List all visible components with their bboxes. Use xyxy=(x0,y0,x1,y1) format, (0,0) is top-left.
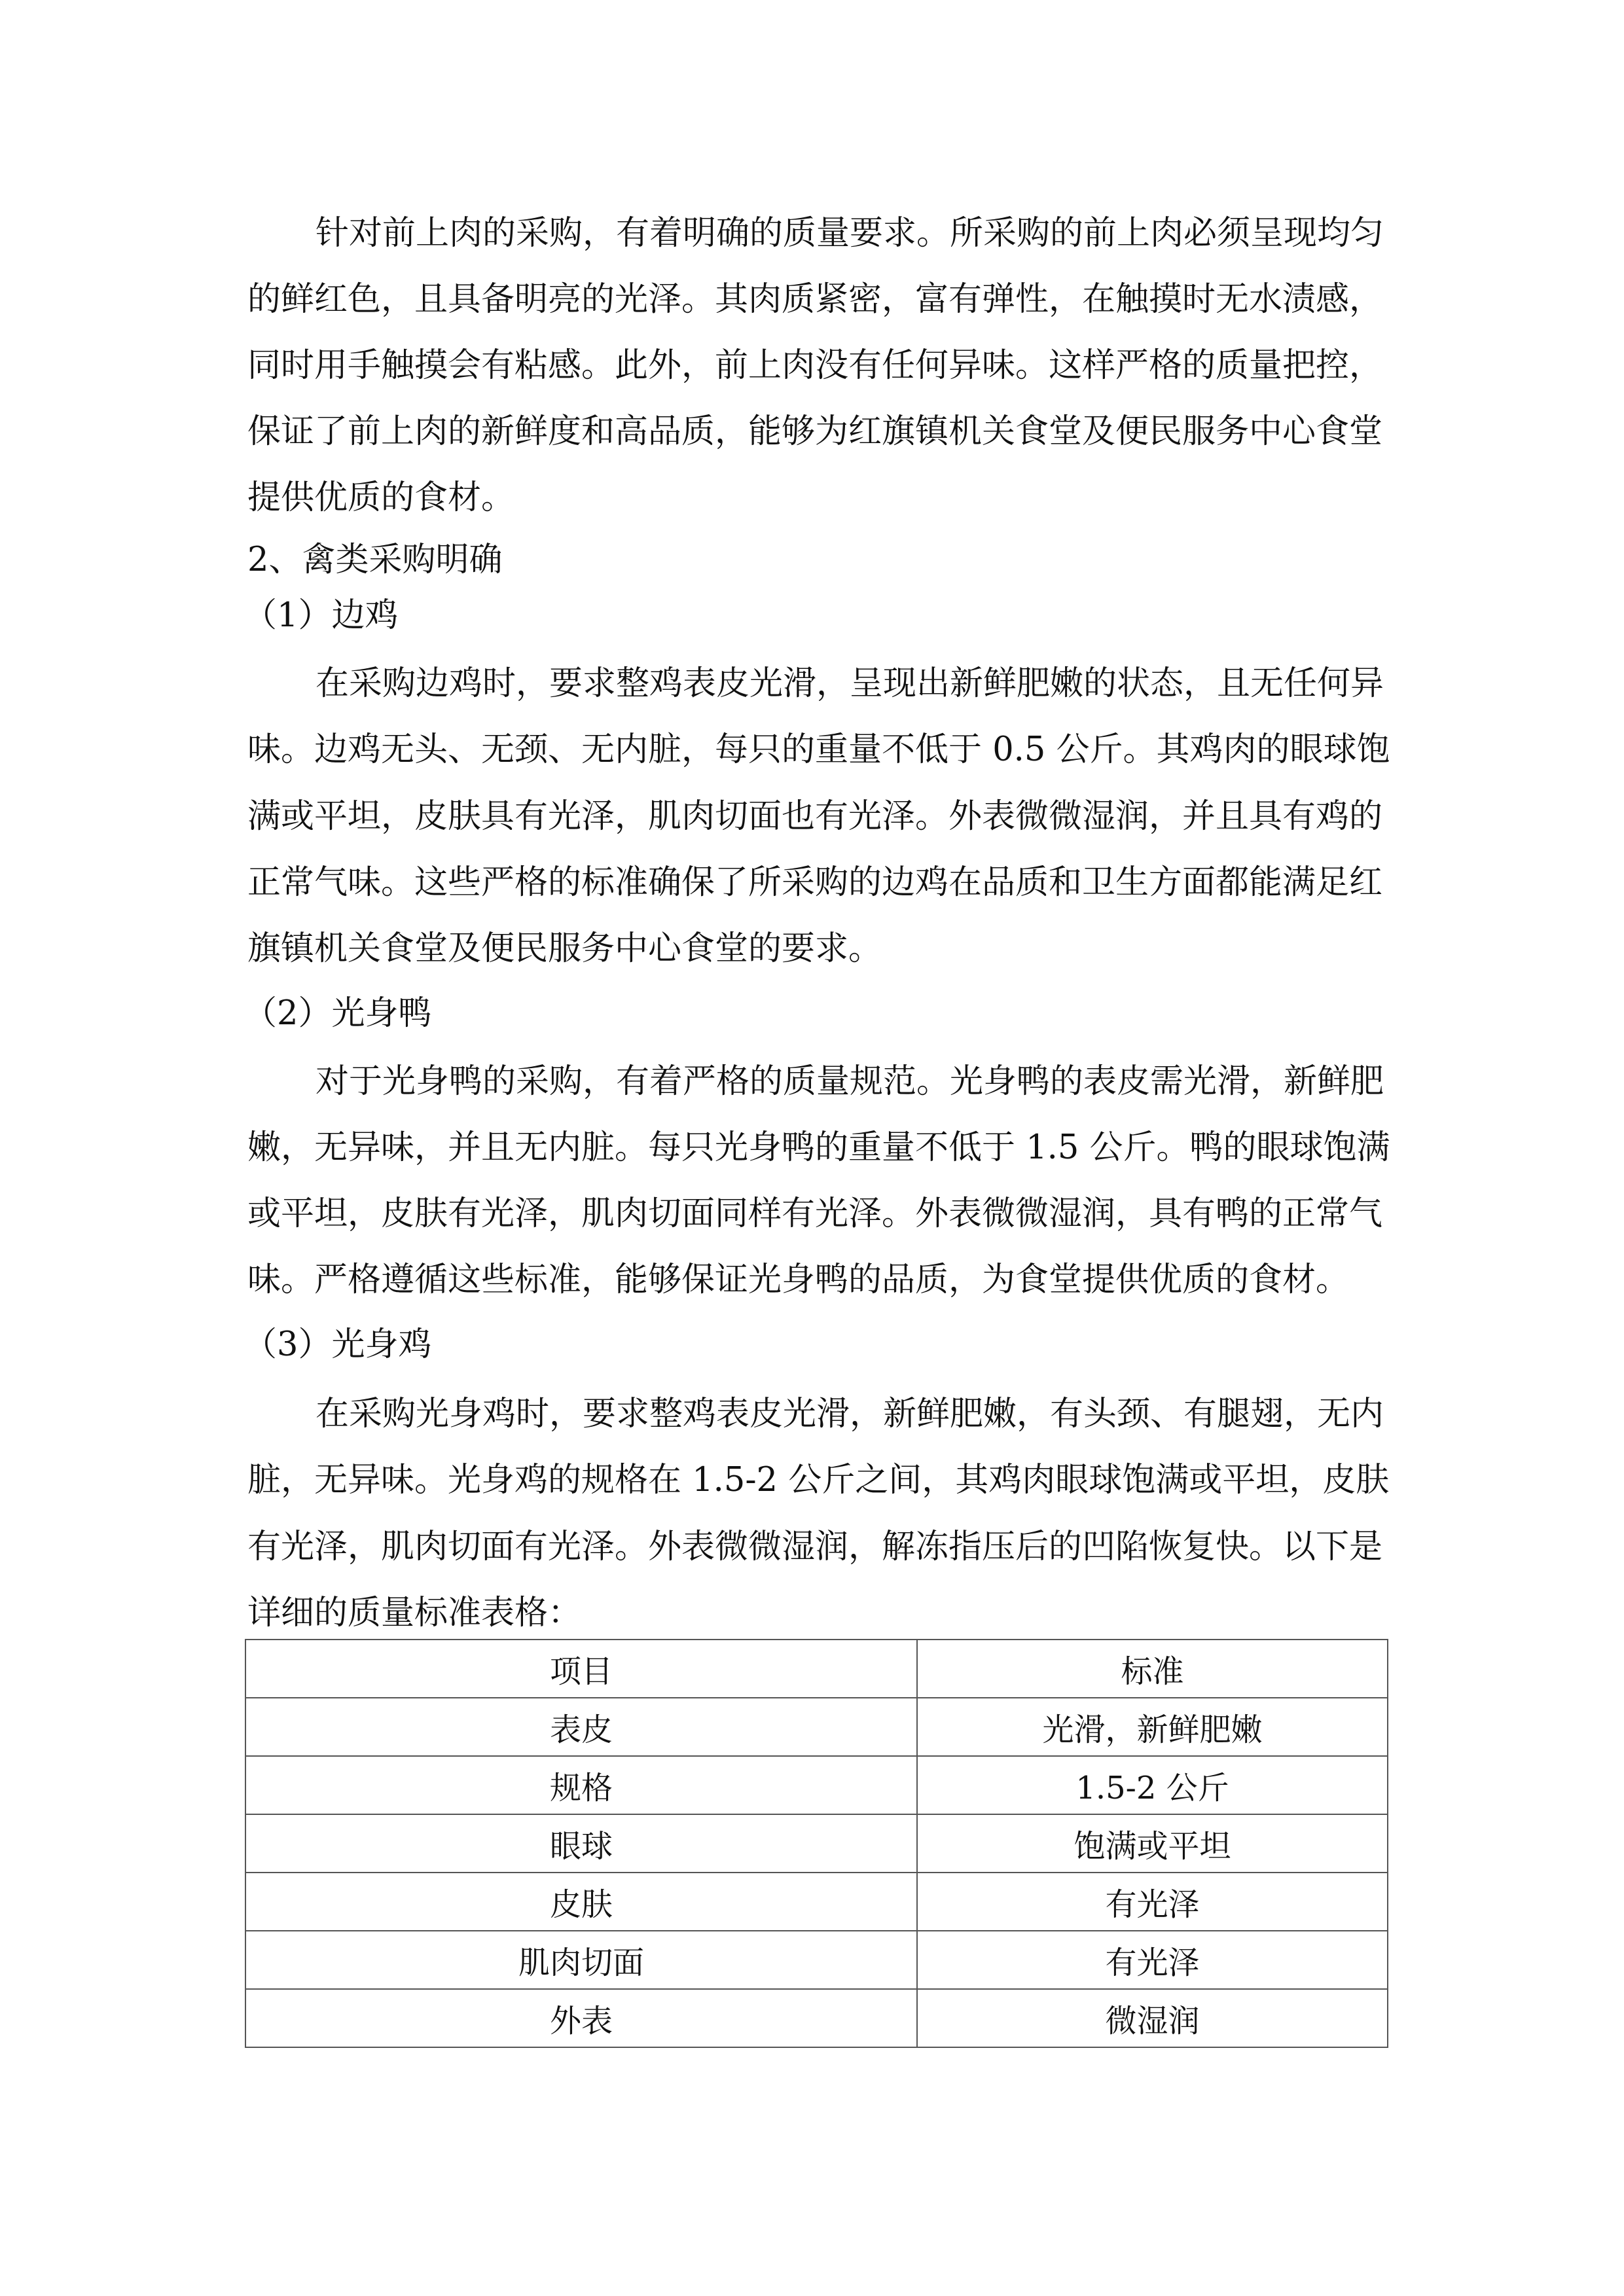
table-row xyxy=(245,1873,1388,1931)
table-cell: 眼球 xyxy=(245,1814,917,1873)
table-row xyxy=(245,1814,1388,1873)
table-cell: 1.5-2 公斤 xyxy=(917,1756,1388,1814)
table-cell: 微湿润 xyxy=(917,1989,1388,2047)
section-heading: 2、禽类采购明确 xyxy=(247,541,503,579)
table-cell: 有光泽 xyxy=(917,1873,1388,1931)
table-row xyxy=(245,1931,1388,1989)
paragraph-line: 在采购边鸡时，要求整鸡表皮光滑，呈现出新鲜肥嫩的状态，且无任何异 xyxy=(316,664,1384,703)
quality-standard-table xyxy=(245,1639,1388,2048)
paragraph-line: 满或平坦，皮肤具有光泽，肌肉切面也有光泽。外表微微湿润，并且具有鸡的 xyxy=(247,797,1383,836)
header-cell: 项目 xyxy=(245,1640,917,1698)
paragraph-line: 味。严格遵循这些标准，能够保证光身鸭的品质，为食堂提供优质的食材。 xyxy=(247,1261,1350,1299)
table-cell: 外表 xyxy=(245,1989,917,2047)
paragraph-line: 在采购光身鸡时，要求整鸡表皮光滑，新鲜肥嫩，有头颈、有腿翅，无内 xyxy=(316,1395,1384,1433)
subsection-heading: （2）光身鸭 xyxy=(244,994,432,1033)
table-cell: 表皮 xyxy=(245,1698,917,1756)
paragraph-line: 旗镇机关食堂及便民服务中心食堂的要求。 xyxy=(247,929,882,968)
subsection-heading: （3）光身鸡 xyxy=(244,1325,432,1364)
paragraph-line: 保证了前上肉的新鲜度和高品质，能够为红旗镇机关食堂及便民服务中心食堂 xyxy=(247,412,1383,451)
table-cell: 饱满或平坦 xyxy=(917,1814,1388,1873)
paragraph-line: 同时用手触摸会有粘感。此外，前上肉没有任何异味。这样严格的质量把控， xyxy=(247,346,1383,385)
paragraph-line: 提供优质的食材。 xyxy=(247,478,515,517)
paragraph-line: 对于光身鸭的采购，有着严格的质量规范。光身鸭的表皮需光滑，新鲜肥 xyxy=(316,1062,1384,1101)
table-header-row xyxy=(245,1640,1388,1698)
table-row xyxy=(245,1698,1388,1756)
table-cell: 光滑，新鲜肥嫩 xyxy=(917,1698,1388,1756)
paragraph-line: 有光泽，肌肉切面有光泽。外表微微湿润，解冻指压后的凹陷恢复快。以下是 xyxy=(247,1528,1383,1566)
paragraph-line: 的鲜红色，且具备明亮的光泽。其肉质紧密，富有弹性，在触摸时无水渍感， xyxy=(247,280,1383,319)
paragraph-line: 味。边鸡无头、无颈、无内脏，每只的重量不低于 0.5 公斤。其鸡肉的眼球饱 xyxy=(247,730,1390,769)
subsection-heading: （1）边鸡 xyxy=(244,596,399,635)
paragraph-line: 脏，无异味。光身鸡的规格在 1.5-2 公斤之间，其鸡肉眼球饱满或平坦，皮肤 xyxy=(247,1461,1390,1499)
paragraph-line: 正常气味。这些严格的标准确保了所采购的边鸡在品质和卫生方面都能满足红 xyxy=(247,863,1383,902)
table-cell: 有光泽 xyxy=(917,1931,1388,1989)
table-cell: 皮肤 xyxy=(245,1873,917,1931)
header-cell: 标准 xyxy=(917,1640,1388,1698)
table-cell: 规格 xyxy=(245,1756,917,1814)
paragraph-line: 详细的质量标准表格： xyxy=(247,1594,582,1632)
table-row xyxy=(245,1756,1388,1814)
paragraph-line: 嫩，无异味，并且无内脏。每只光身鸭的重量不低于 1.5 公斤。鸭的眼球饱满 xyxy=(247,1128,1390,1167)
paragraph-line: 或平坦，皮肤有光泽，肌肉切面同样有光泽。外表微微湿润，具有鸭的正常气 xyxy=(247,1194,1383,1233)
table-cell: 肌肉切面 xyxy=(245,1931,917,1989)
table-row xyxy=(245,1989,1388,2047)
paragraph-line: 针对前上肉的采购，有着明确的质量要求。所采购的前上肉必须呈现均匀 xyxy=(316,214,1384,253)
